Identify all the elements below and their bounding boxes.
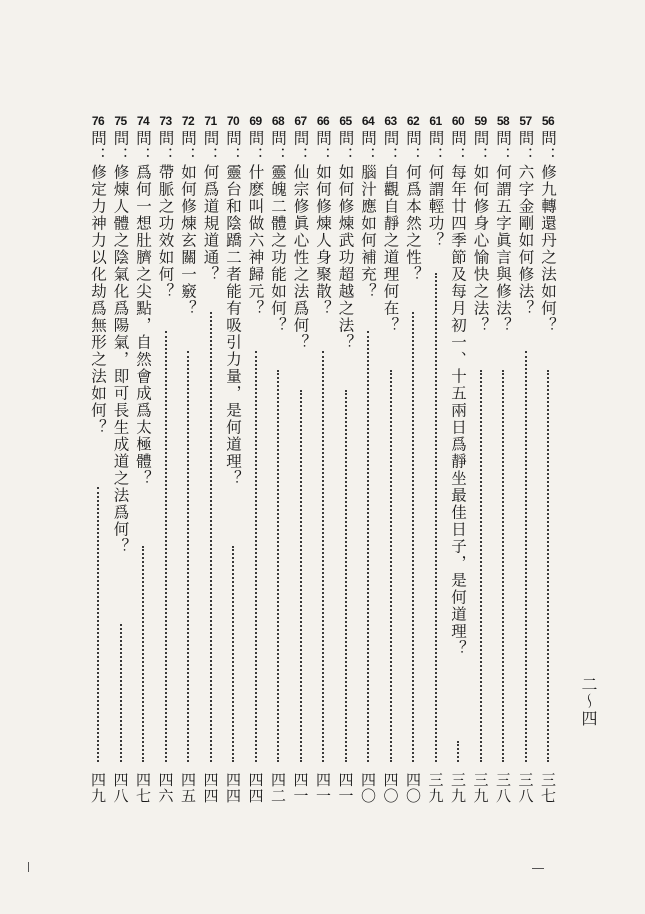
toc-entry[interactable] — [312, 114, 334, 814]
entry-page: 四二 — [269, 772, 287, 804]
entry-page: 四一 — [291, 772, 310, 804]
entry-page: 四四 — [246, 772, 265, 804]
entry-page: 三八 — [494, 772, 512, 804]
entry-question: 問：如何修煉人身聚散？ — [314, 130, 332, 317]
margin-mark — [28, 862, 29, 872]
entry-page: 三九 — [426, 772, 445, 804]
entry-question: 問：修定力神力以化劫爲無形之法如何？ — [89, 130, 107, 436]
page-number: 二〜四 — [579, 676, 598, 727]
leader-dots — [502, 370, 504, 762]
toc-entry[interactable] — [200, 114, 222, 814]
entry-question: 問：何爲道規道通？ — [201, 130, 220, 283]
entry-question: 問：如何修身心愉快之法？ — [471, 130, 490, 334]
entry-page: 四一 — [336, 772, 355, 804]
entry-number: 59 — [474, 114, 487, 128]
leader-dots — [322, 351, 324, 763]
entry-question: 問：如何修煉玄關一竅？ — [179, 130, 197, 317]
entry-number: 67 — [294, 114, 307, 128]
entry-number: 57 — [519, 114, 532, 128]
entry-page: 三九 — [449, 772, 467, 804]
entry-page: 四七 — [134, 772, 152, 804]
toc-entry[interactable] — [155, 114, 177, 814]
entry-question: 問：爲何一想肚臍之尖點，自然會成爲太極體？ — [134, 130, 152, 487]
leader-dots — [435, 273, 437, 763]
leader-dots — [547, 370, 549, 762]
entry-page: 四五 — [179, 772, 197, 804]
toc-entry[interactable] — [290, 114, 312, 814]
toc-entry[interactable] — [537, 114, 559, 814]
entry-number: 65 — [339, 114, 352, 128]
entry-page: 四四 — [201, 772, 220, 804]
entry-page: 四四 — [224, 772, 242, 804]
entry-page: 三七 — [539, 772, 557, 804]
toc-entry[interactable] — [87, 114, 109, 814]
entry-page: 四六 — [156, 772, 175, 804]
leader-dots — [457, 741, 459, 763]
entry-page: 三八 — [516, 772, 535, 804]
leader-dots — [345, 390, 347, 763]
entry-page: 四〇 — [404, 772, 422, 804]
entry-question: 問：何謂輕功？ — [426, 130, 445, 249]
entry-question: 問：帶脈之功效如何？ — [156, 130, 175, 300]
entry-number: 76 — [91, 114, 105, 128]
entry-question: 問：何爲本然之性？ — [404, 130, 422, 283]
entry-number: 70 — [226, 114, 240, 128]
entry-page: 四〇 — [381, 772, 400, 804]
entry-question: 問：自觀自靜之道理何在？ — [381, 130, 400, 334]
leader-dots — [232, 546, 234, 763]
entry-number: 71 — [204, 114, 217, 128]
entry-number: 58 — [496, 114, 510, 128]
toc-entry[interactable] — [380, 114, 402, 814]
toc-entry[interactable] — [357, 114, 379, 814]
leader-dots — [187, 351, 189, 763]
toc-entry[interactable] — [425, 114, 447, 814]
entry-number: 72 — [181, 114, 195, 128]
entry-question: 問：修煉人體之陰氣化爲陽氣，即可長生成道之法爲何？ — [111, 130, 130, 555]
entry-question: 問：靈台和陰蹻二者能有吸引力量，是何道理？ — [224, 130, 242, 487]
toc-entry[interactable] — [177, 114, 199, 814]
entry-number: 66 — [316, 114, 330, 128]
leader-dots — [300, 390, 302, 763]
entry-number: 73 — [159, 114, 172, 128]
toc-entry[interactable] — [515, 114, 537, 814]
entry-page: 四八 — [111, 772, 130, 804]
toc-entry[interactable] — [492, 114, 514, 814]
entry-question: 問：何謂五字眞言與修法？ — [494, 130, 512, 334]
leader-dots — [142, 546, 144, 763]
leader-dots — [255, 351, 257, 763]
entry-question: 問：靈魄二體之功能如何？ — [269, 130, 287, 334]
entry-number: 56 — [541, 114, 555, 128]
entry-question: 問：修九轉還丹之法如何？ — [539, 130, 557, 334]
entry-number: 74 — [136, 114, 150, 128]
leader-dots — [367, 331, 369, 762]
entry-page: 四一 — [314, 772, 332, 804]
entry-number: 64 — [361, 114, 375, 128]
toc-entry[interactable] — [110, 114, 132, 814]
entry-number: 69 — [249, 114, 262, 128]
toc-entry[interactable] — [245, 114, 267, 814]
leader-dots — [165, 331, 167, 762]
toc-entry[interactable] — [335, 114, 357, 814]
entry-question: 問：六字金剛如何修法？ — [516, 130, 535, 317]
leader-dots — [480, 370, 482, 762]
entry-number: 60 — [451, 114, 465, 128]
leader-dots — [97, 487, 99, 762]
entry-page: 三九 — [471, 772, 490, 804]
leader-dots — [277, 370, 279, 762]
leader-dots — [390, 370, 392, 762]
toc-entry[interactable] — [222, 114, 244, 814]
entry-number: 63 — [384, 114, 397, 128]
entry-number: 61 — [429, 114, 442, 128]
entry-number: 68 — [271, 114, 285, 128]
entry-question: 問：仙宗修眞心性之法爲何？ — [291, 130, 310, 351]
toc-entry[interactable] — [132, 114, 154, 814]
entry-question: 問：每年廿四季節及每月初一、十五兩日爲靜坐最佳日子，是何道理？ — [449, 130, 467, 657]
toc-entry[interactable] — [447, 114, 469, 814]
entry-question: 問：腦汁應如何補充？ — [359, 130, 377, 300]
margin-mark — [532, 868, 544, 869]
entry-question: 問：如何修煉武功超越之法？ — [336, 130, 355, 351]
toc-entry[interactable] — [470, 114, 492, 814]
entry-page: 四〇 — [359, 772, 377, 804]
entry-number: 62 — [406, 114, 420, 128]
toc-entry[interactable] — [267, 114, 289, 814]
entry-question: 問：什麽叫做六神歸元？ — [246, 130, 265, 317]
leader-dots — [412, 312, 414, 763]
entry-number: 75 — [114, 114, 127, 128]
leader-dots — [525, 351, 527, 763]
leader-dots — [120, 624, 122, 763]
toc-entry[interactable] — [402, 114, 424, 814]
entry-page: 四九 — [89, 772, 107, 804]
leader-dots — [210, 312, 212, 763]
